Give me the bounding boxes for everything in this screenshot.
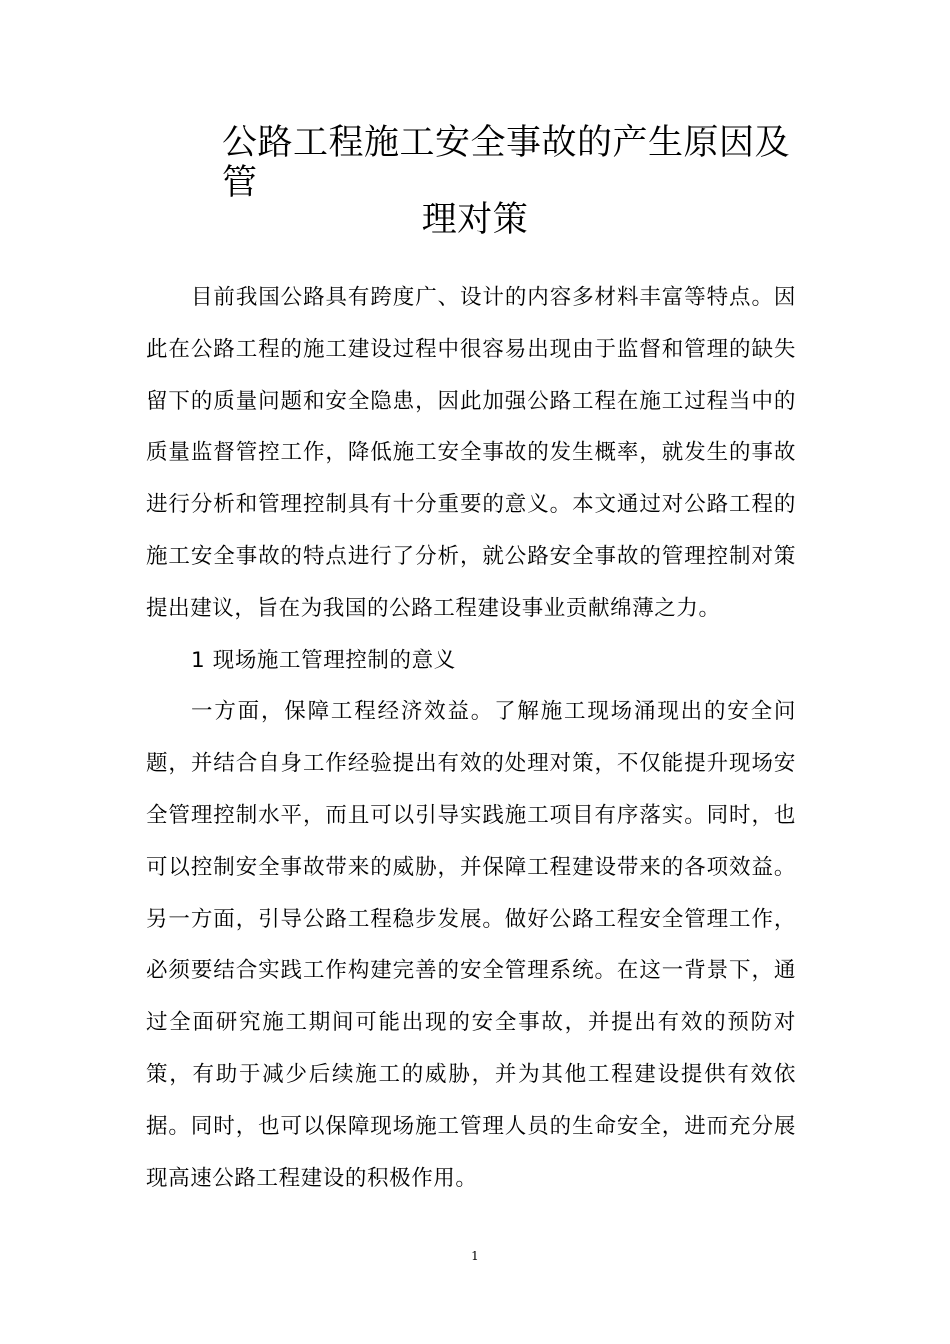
document-title-line-1: 公路工程施工安全事故的产生原因及管	[222, 123, 791, 203]
paragraph-intro: 目前我国公路具有跨度广、设计的内容多材料丰富等特点。因此在公路工程的施工建设过程中很容易出现由于监督和管理的缺失留下的质量问题和安全隐患，因此加强公路工程在施工过程当中的质量监督管控工作，降低施工安全事故的发生概率，就发生的事故进行分析和管理控制具有十分重要的意义。本文通过对公路工程的施工安全事故的特点进行了分析，就公路安全事故的管理控制对策提出建议，旨在为我国的公路工程建设事业贡献绵薄之力。	[146, 285, 796, 621]
section-heading-1: 1 现场施工管理控制的意义	[191, 647, 456, 673]
document-body	[146, 272, 796, 1204]
document-title-line-2: 理对策	[421, 200, 529, 240]
paragraph-significance: 一方面，保障工程经济效益。了解施工现场涌现出的安全问题，并结合自身工作经验提出有效的处理对策，不仅能提升现场安全管理控制水平，而且可以引导实践施工项目有序落实。同时，也可以控制安全事故带来的威胁，并保障工程建设带来的各项效益。另一方面，引导公路工程稳步发展。做好公路工程安全管理工作，必须要结合实践工作构建完善的安全管理系统。在这一背景下，通过全面研究施工期间可能出现的安全事故，并提出有效的预防对策，有助于减少后续施工的威胁，并为其他工程建设提供有效依据。同时，也可以保障现场施工管理人员的生命安全，进而充分展现高速公路工程建设的积极作用。	[146, 699, 796, 1191]
page-number: 1	[471, 1249, 479, 1263]
